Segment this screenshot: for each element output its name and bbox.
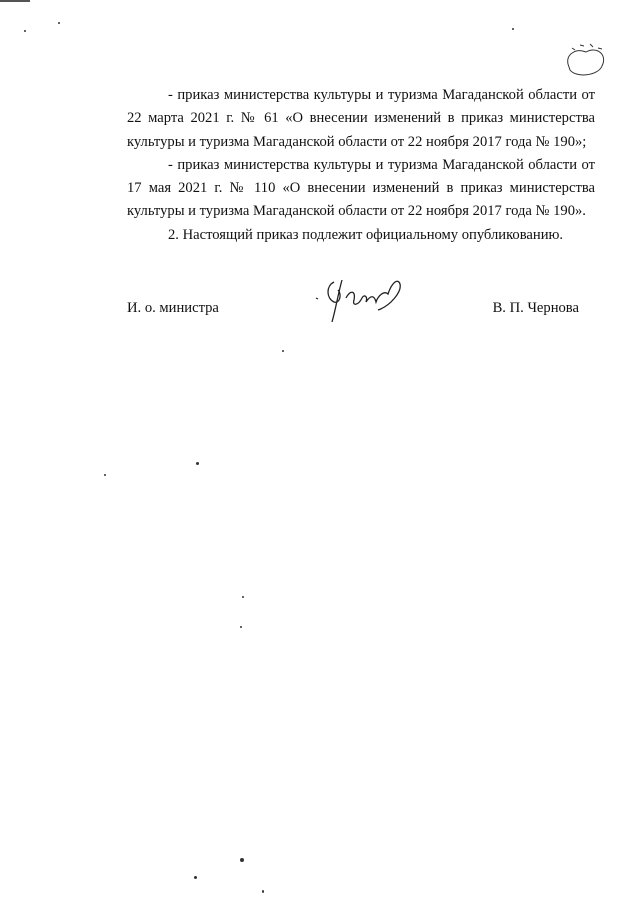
scan-speck (262, 890, 264, 893)
scan-speck (512, 28, 514, 30)
body-text (127, 84, 595, 247)
paragraph-amendment-2: - приказ министерства культуры и туризма Магаданской области от 17 мая 2021 г. № 110 «О внесении изменений в приказ министерства культуры и туризма Магаданской области от 22 ноября 2017 года № 190». (127, 156, 595, 220)
scan-speck (282, 350, 284, 352)
signature-block (127, 300, 579, 324)
scan-speck (240, 858, 244, 862)
scan-speck (24, 30, 26, 32)
paragraph-amendment-1: - приказ министерства культуры и туризма Магаданской области от 22 марта 2021 г. № 61 «О внесении изменений в приказ министерства культуры и туризма Магаданской области от 22 ноября 2017 года № 190»; (127, 87, 595, 150)
scan-speck (58, 22, 60, 24)
scan-speck (242, 596, 244, 598)
scan-speck (104, 474, 106, 476)
stamp-scribble-icon (562, 42, 610, 80)
paragraph-publication: 2. Настоящий приказ подлежит официальному опубликованию. (168, 226, 564, 243)
scan-speck (196, 462, 199, 465)
scan-speck (240, 626, 242, 628)
signatory-name: В. П. Чернова (492, 300, 579, 316)
signatory-title: И. о. министра (127, 300, 219, 316)
scan-speck (194, 876, 197, 879)
scan-edge-mark (0, 0, 30, 2)
